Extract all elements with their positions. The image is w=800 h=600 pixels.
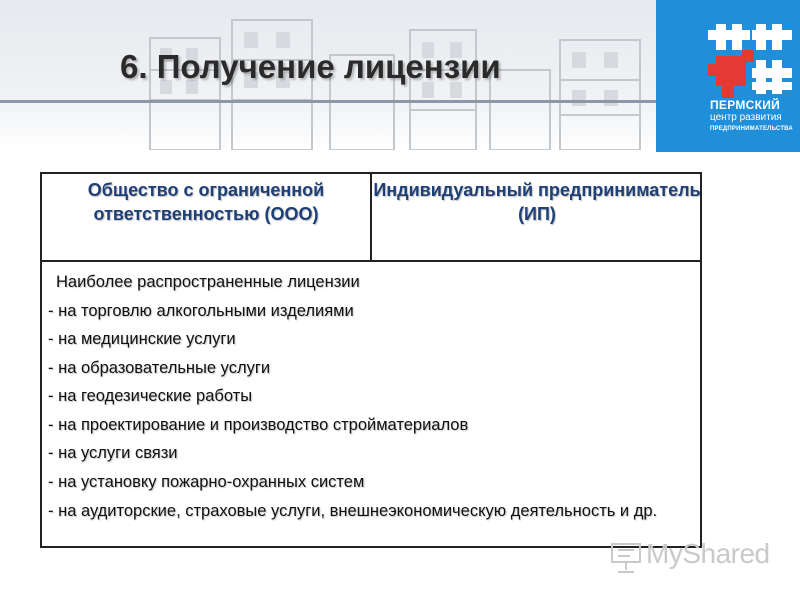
list-item: - на проектирование и производство стройматериалов: [48, 415, 469, 434]
table-header-bottom-border: [40, 260, 702, 262]
license-list: [48, 268, 700, 523]
brand-name: ПЕРМСКИЙ: [710, 98, 781, 112]
list-item: - на геодезические работы: [48, 387, 253, 405]
title-underline: [0, 100, 658, 103]
table-header-ooo: Общество с ограниченной ответственностью (ООО): [87, 180, 325, 224]
presentation-board-icon: [608, 538, 648, 574]
list-item: - на медицинские услуги: [48, 330, 236, 348]
watermark-text: MyShared: [646, 538, 770, 569]
brand-subtitle: центр развития: [710, 112, 782, 123]
table-header-ip: Индивидуальный предприниматель (ИП): [373, 180, 701, 224]
brand-logo-icon: [708, 20, 792, 100]
slide-title: 6. Получение лицензии: [120, 48, 501, 85]
list-heading: Наиболее распространенные лицензии: [56, 273, 360, 291]
list-item: - на образовательные услуги: [48, 358, 271, 377]
brand-subtitle-2: ПРЕДПРИНИМАТЕЛЬСТВА: [710, 126, 793, 132]
list-item: - на установку пожарно-охранных систем: [48, 472, 365, 491]
list-item: - на аудиторские, страховые услуги, внешнеэкономическую деятельность и др.: [48, 502, 658, 520]
list-item: - на услуги связи: [48, 444, 178, 462]
list-item: - на торговлю алкогольными изделиями: [48, 301, 354, 320]
